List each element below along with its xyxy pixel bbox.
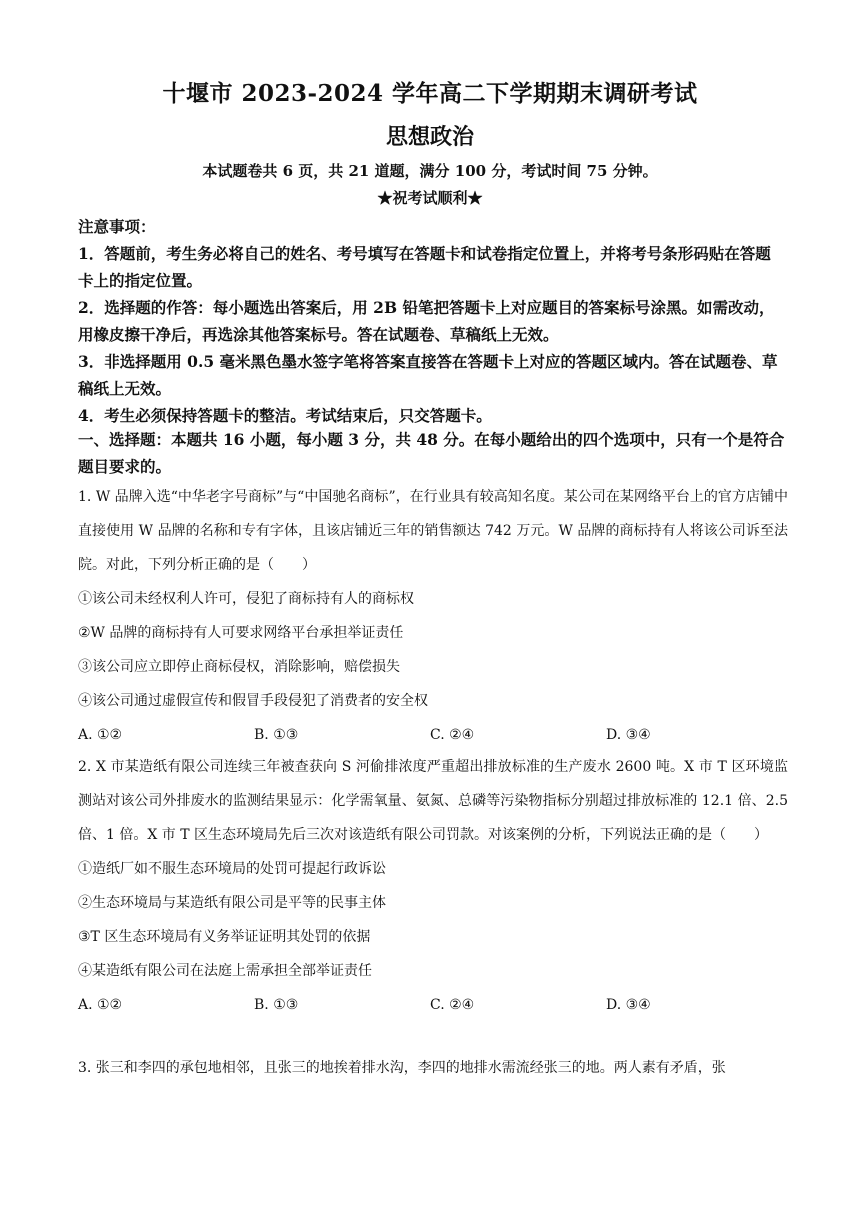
option-a: A. ①② [78, 997, 123, 1013]
option-b: B. ①③ [254, 727, 299, 743]
statement: ①该公司未经权利人许可，侵犯了商标持有人的商标权 [78, 591, 414, 607]
subject-title: 思想政治 [385, 124, 474, 150]
instruction-item: 2．选择题的作答：每小题选出答案后，用 2B 铅笔把答题卡上对应题目的答案标号涂黑。如需改动，用橡皮擦干净后，再选涂其他答案标号。答在试题卷、草稿纸上无效。 [78, 298, 775, 344]
option-b: B. ①③ [254, 997, 299, 1013]
option-a: A. ①② [78, 727, 123, 743]
instruction-item: 1．答题前，考生务必将自己的姓名、考号填写在答题卡和试卷指定位置上，并将考号条形码贴在答题卡上的指定位置。 [78, 244, 771, 290]
instructions [78, 213, 786, 429]
question-stem: 3. 张三和李四的承包地相邻，且张三的地挨着排水沟，李四的地排水需流经张三的地。两人素有矛盾，张 [78, 1060, 726, 1076]
option-d: D. ③④ [606, 727, 651, 743]
section-heading: 一、选择题：本题共 16 小题，每小题 3 分，共 48 分。在每小题给出的四个选项中，只有一个是符合题目要求的。 [78, 430, 785, 476]
instruction-item: 3．非选择题用 0.5 毫米黑色墨水签字笔将答案直接答在答题卡上对应的答题区域内。答在试题卷、草稿纸上无效。 [78, 352, 778, 398]
question-2 [78, 750, 788, 1022]
option-c: C. ②④ [430, 997, 475, 1013]
statement: ③T 区生态环境局有义务举证证明其处罚的依据 [78, 929, 371, 945]
statement: ④该公司通过虚假宣传和假冒手段侵犯了消费者的安全权 [78, 693, 428, 709]
question-stem: 2. X 市某造纸有限公司连续三年被查获向 S 河偷排浓度严重超出排放标准的生产废水 2600 吨。X 市 T 区环境监测站对该公司外排废水的监测结果显示：化学需氧量、氨氮、总磷等污染物指标分别超过排放标准的 12.1 倍、2.5 倍、1 倍。X 市 T 区生态环境局先后三次对该造纸有限公司罚款。对该案例的分析，下列说法正确的是（ ） [78, 759, 788, 843]
instruction-item: 4．考生必须保持答题卡的整洁。考试结束后，只交答题卡。 [78, 406, 492, 425]
statement: ③该公司应立即停止商标侵权，消除影响，赔偿损失 [78, 659, 400, 675]
statement: ②W 品牌的商标持有人可要求网络平台承担举证责任 [78, 625, 404, 641]
exam-title: 十堰市 2023-2024 学年高二下学期期末调研考试 [162, 80, 698, 107]
statement: ④某造纸有限公司在法庭上需承担全部举证责任 [78, 963, 372, 979]
instructions-heading: 注意事项： [78, 217, 156, 236]
option-c: C. ②④ [430, 727, 475, 743]
question-3 [78, 1051, 788, 1085]
option-d: D. ③④ [606, 997, 651, 1013]
good-luck-line: ★祝考试顺利★ [377, 189, 483, 207]
exam-info: 本试题卷共 6 页，共 21 道题，满分 100 分，考试时间 75 分钟。 [202, 162, 658, 180]
answer-options [78, 718, 788, 752]
question-1 [78, 480, 788, 752]
statement: ①造纸厂如不服生态环境局的处罚可提起行政诉讼 [78, 861, 386, 877]
statement: ②生态环境局与某造纸有限公司是平等的民事主体 [78, 895, 386, 911]
answer-options [78, 988, 788, 1022]
question-stem: 1. W 品牌入选“中华老字号商标”与“中国驰名商标”，在行业具有较高知名度。某公司在某网络平台上的官方店铺中直接使用 W 品牌的名称和专有字体，且该店铺近三年的销售额达 742 万元。W 品牌的商标持有人将该公司诉至法院。对此，下列分析正确的是（ ） [78, 489, 788, 573]
